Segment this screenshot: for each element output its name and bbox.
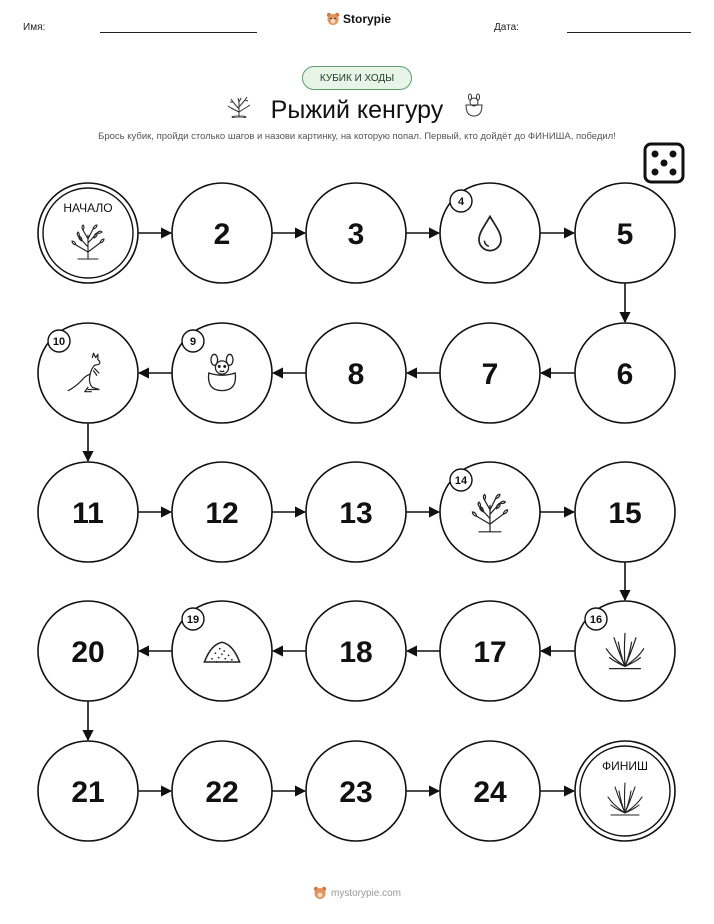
date-label: Дата: (494, 22, 519, 33)
cell-number: 21 (71, 776, 105, 809)
cell-number: 20 (71, 636, 105, 669)
board-cell-25 (575, 741, 675, 841)
board-cell-18 (306, 601, 406, 701)
page-title: Рыжий кенгуру (270, 96, 444, 124)
board-cell-16 (575, 601, 675, 701)
board-cell-20 (38, 601, 138, 701)
cell-number: 2 (213, 218, 231, 251)
board-cell-1 (38, 183, 138, 283)
board-cell-8 (306, 323, 406, 423)
cell-number: 10 (52, 336, 66, 348)
board-cell-15 (575, 462, 675, 562)
cell-number: 6 (616, 358, 634, 391)
board-cell-22 (172, 741, 272, 841)
cell-number: 14 (454, 475, 468, 487)
footer (0, 886, 714, 900)
cell-number: 16 (589, 614, 603, 626)
cell-number: 18 (339, 636, 373, 669)
footer-site: mystorypie.com (330, 887, 401, 899)
board-cell-3 (306, 183, 406, 283)
board-cell-19 (172, 601, 272, 701)
board-cell-12 (172, 462, 272, 562)
cell-number: 9 (189, 336, 197, 348)
cell-number: 24 (473, 776, 507, 809)
board-cell-5 (575, 183, 675, 283)
cell-number: 13 (339, 497, 373, 530)
game-type-badge: КУБИК И ХОДЫ (302, 66, 412, 90)
brand-name: Storypie (343, 12, 392, 26)
board-cell-13 (306, 462, 406, 562)
cell-label: ФИНИШ (601, 759, 649, 773)
board-cell-17 (440, 601, 540, 701)
name-label: Имя: (23, 22, 46, 33)
cell-number: 19 (186, 614, 200, 626)
cell-number: 11 (72, 497, 104, 530)
board-cell-21 (38, 741, 138, 841)
cell-number: 15 (608, 497, 642, 530)
board-cell-11 (38, 462, 138, 562)
cell-number: 5 (616, 218, 634, 251)
board-cell-6 (575, 323, 675, 423)
cell-label: НАЧАЛО (63, 201, 113, 215)
board-cell-10 (38, 323, 138, 423)
board-cell-24 (440, 741, 540, 841)
board-cell-2 (172, 183, 272, 283)
cell-circle (38, 183, 138, 283)
board-cell-4 (440, 183, 540, 283)
cell-number: 22 (205, 776, 239, 809)
cell-number: 12 (205, 497, 239, 530)
instructions: Брось кубик, пройди столько шагов и назови картинку, на которую попал. Первый, кто дойдёт до ФИНИША, победил! (98, 131, 616, 142)
board-cell-23 (306, 741, 406, 841)
cell-number: 8 (347, 358, 365, 391)
cell-number: 23 (339, 776, 373, 809)
bear-logo-icon (313, 886, 327, 900)
board-cell-9 (172, 323, 272, 423)
board-cell-7 (440, 323, 540, 423)
board-cell-14 (440, 462, 540, 562)
cell-number: 3 (347, 218, 365, 251)
cell-number: 17 (473, 636, 507, 669)
cell-number: 7 (481, 358, 499, 391)
cell-number: 4 (457, 196, 465, 208)
